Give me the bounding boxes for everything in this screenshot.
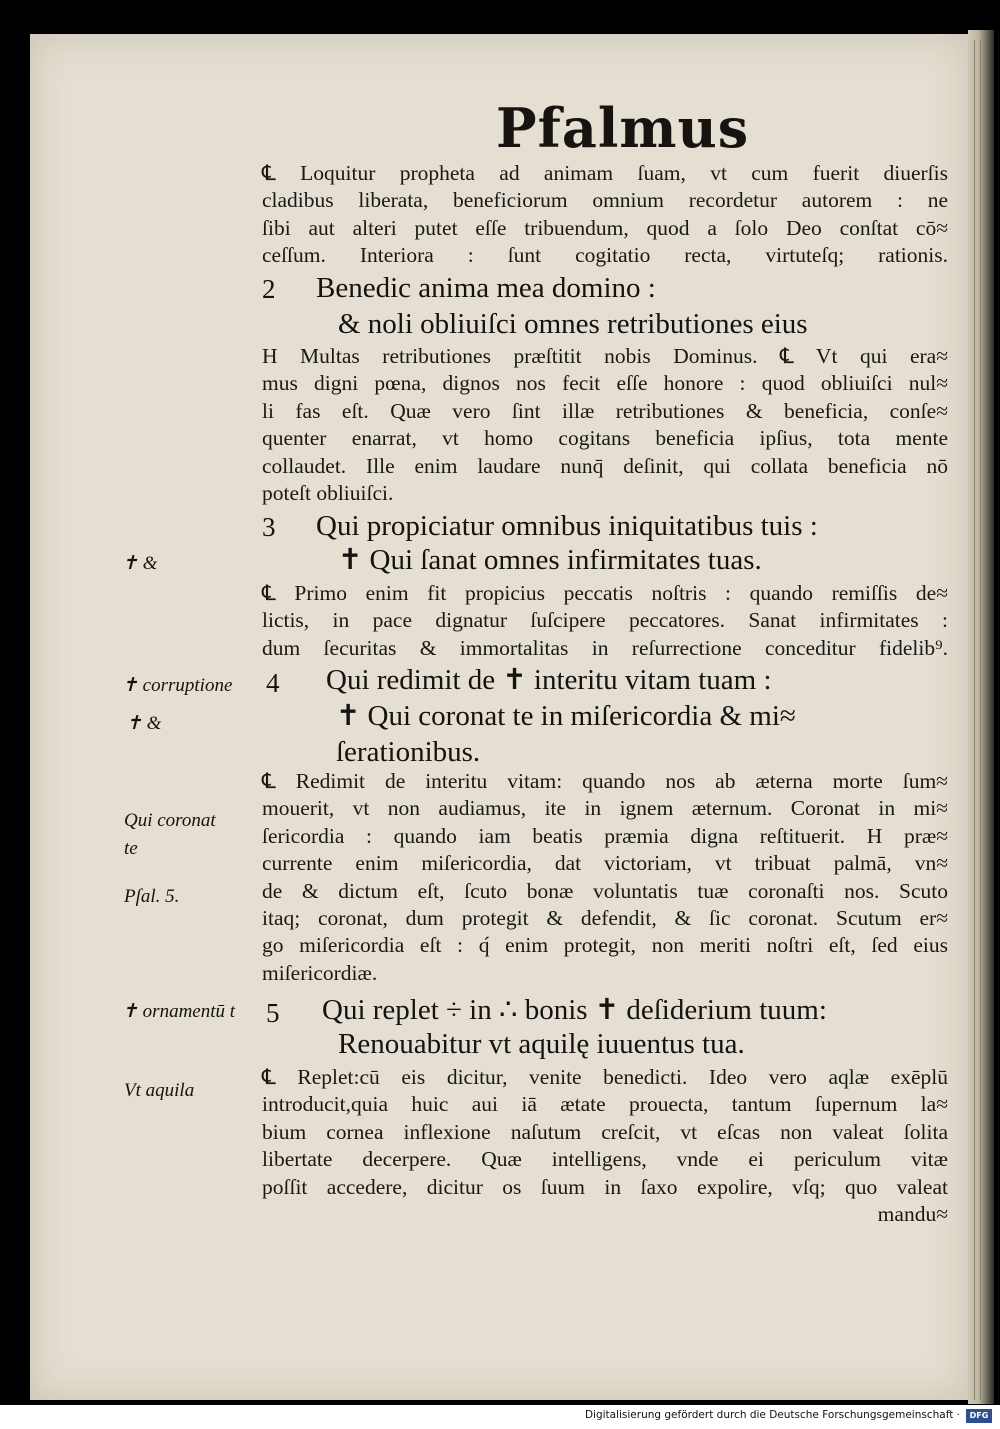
text-line: ſericordia : quando iam beatis præmia digna reſtituerit. H præ≈ [262, 823, 948, 848]
verse-line: ſerationibus. [336, 736, 481, 768]
verse-line: Qui redimit de ✝ interitu vitam tuam : [326, 664, 772, 696]
text-line: introducit,quia huic aui iā ætate prouecta, tantum ſupernum la≈ [262, 1092, 948, 1117]
text-line: ſibi aut alteri putet eſſe tribuendum, quod a ſolo Deo conſtat cō≈ [262, 215, 948, 240]
commentary-paragraph-4 [262, 768, 948, 987]
marginal-note: ✝ & [122, 553, 158, 574]
page-edge-line [974, 40, 975, 1400]
commentary-paragraph-3 [262, 580, 948, 662]
text-line: currente enim miſericordia, dat victoriam, vt tribuat palmā, vn≈ [262, 851, 948, 876]
verse-line: ✝ Qui ſanat omnes infirmitates tuas. [338, 544, 762, 576]
text-line: go miſericordia eſt : q́ enim protegit, non meriti noſtri eſt, ſed eius [262, 933, 948, 958]
verse-line: Benedic anima mea domino : [316, 272, 656, 304]
verse-line: Qui replet ÷ in ∴ bonis ✝ deſiderium tuum: [322, 994, 827, 1026]
text-line: ℄ Primo enim fit propicius peccatis noſtris : quando remiſſis de≈ [262, 581, 948, 605]
page-edge-line [980, 40, 981, 1400]
text-line: ℄ Loquitur propheta ad animam ſuam, vt cum fuerit diuerſis [262, 161, 948, 185]
verse-line: ✝ Qui coronat te in miſericordia & mi≈ [336, 700, 796, 732]
verse-number: 4 [266, 668, 280, 698]
text-line: ℄ Redimit de interitu vitam: quando nos ab æterna morte ſum≈ [262, 769, 948, 793]
text-line: dum ſecuritas & immortalitas in reſurrectione conceditur fidelib⁹. [262, 635, 948, 660]
verse-number: 2 [262, 274, 276, 304]
text-line: mouerit, vt non audiamus, ite in ignem æternum. Coronat in mi≈ [262, 796, 948, 821]
text-line: lictis, in pace dignatur ſuſcipere peccatores. Sanat infirmitates : [262, 608, 948, 633]
page-edge [968, 30, 994, 1404]
text-line: collaudet. Ille enim laudare nunq̄ deſinit, qui collata beneficia nō [262, 453, 948, 478]
text-line: H Multas retributiones præſtitit nobis Dominus. ℄ Vt qui era≈ [262, 344, 948, 368]
commentary-paragraph-5 [262, 1064, 948, 1228]
verse-line: Renouabitur vt aquilę iuuentus tua. [338, 1028, 745, 1060]
commentary-paragraph-1 [262, 160, 948, 270]
page-title: Pfalmus [496, 96, 750, 160]
text-line: miſericordiæ. [262, 960, 378, 985]
text-line: libertate decerpere. Quæ intelligens, vnde ei periculum vitæ [262, 1147, 948, 1172]
text-line: cladibus liberata, beneficiorum omnium recordetur autorem : ne [262, 188, 948, 213]
verse-line: Qui propiciatur omnibus iniquitatibus tuis : [316, 510, 818, 542]
text-line: ceſſum. Interiora : ſunt cogitatio recta, virtuteſq; rationis. [262, 243, 948, 268]
marginal-note: ✝ corruptione [122, 675, 233, 696]
marginal-note: Pſal. 5. [124, 886, 180, 907]
text-line: poteſt obliuiſci. [262, 481, 394, 506]
marginal-note: ✝ & [126, 713, 162, 734]
footer-credit: Digitalisierung gefördert durch die Deutsche Forschungsgemeinschaft · [584, 1409, 960, 1421]
marginal-note: Vt aquila [124, 1080, 195, 1101]
marginal-note: ✝ ornamentū t [122, 1001, 236, 1022]
verse-number: 5 [266, 998, 280, 1028]
text-line: ℄ Replet:cū eis dicitur, venite benedicti. Ideo vero aqlæ exēplū [262, 1065, 948, 1089]
text-line: li fas eſt. Quæ vero ſint illæ retributiones & beneficia, conſe≈ [262, 398, 948, 423]
marginal-note: te [124, 838, 138, 859]
text-line: poſſit accedere, dicitur os ſuum in ſaxo expolire, vſq; quo valeat [262, 1174, 948, 1199]
catchword: mandu≈ [877, 1202, 948, 1227]
marginal-note: Qui coronat [124, 810, 216, 831]
text-line: mus digni pœna, dignos nos fecit eſſe honore : quod obliuiſci nul≈ [262, 371, 948, 396]
commentary-paragraph-2 [262, 343, 948, 507]
text-line: bium cornea inflexione naſutum creſcit, vt eſcas non valeat ſolita [262, 1119, 948, 1144]
dfg-logo-icon: DFG [966, 1409, 992, 1423]
text-line: quenter enarrat, vt homo cogitans beneficia ipſius, tota mente [262, 426, 948, 451]
text-line: itaq; coronat, dum protegit & defendit, & ſic coronat. Scutum er≈ [262, 906, 948, 931]
text-line: de & dictum eſt, ſcuto bonæ voluntatis tuæ coronaſti nos. Scuto [262, 878, 948, 903]
verse-number: 3 [262, 512, 276, 542]
verse-line: & noli obliuiſci omnes retributiones eius [338, 308, 808, 340]
